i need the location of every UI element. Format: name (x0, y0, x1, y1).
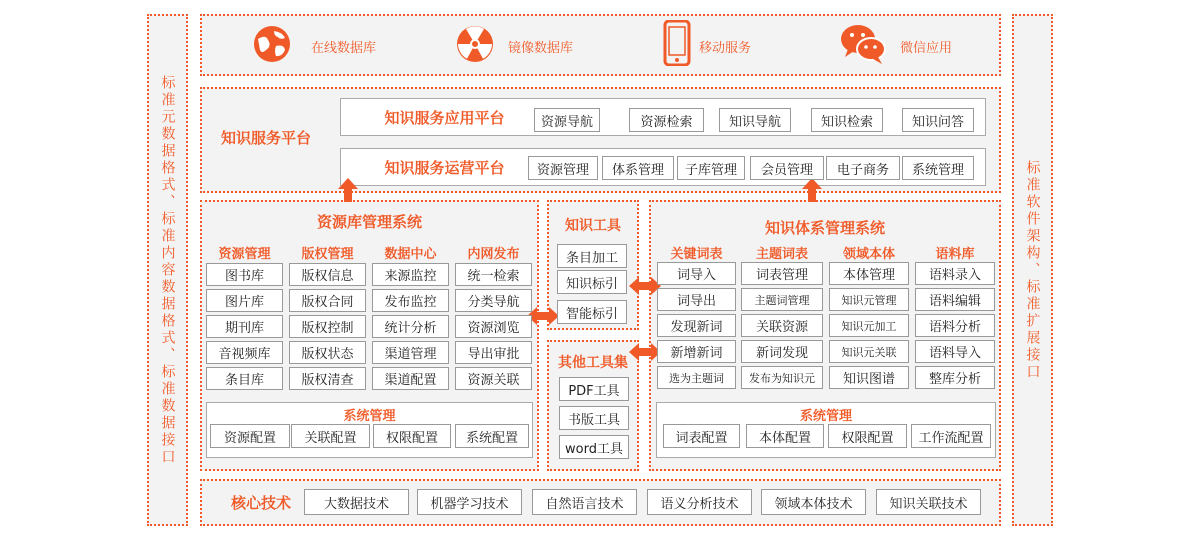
app-platform-item: 资源导航 (534, 108, 600, 132)
resource-item: 导出审批 (455, 341, 532, 364)
resource-item: 统计分析 (372, 315, 449, 338)
ops-platform-item: 电子商务 (826, 156, 900, 180)
app-platform-item: 知识导航 (719, 108, 791, 132)
resource-item: 图书库 (206, 263, 283, 286)
arrow-up-knowledge-to-platform (800, 176, 824, 204)
ops-platform-title: 知识服务运营平台 (384, 158, 505, 177)
resource-column-title: 数据中心 (384, 246, 437, 262)
core-tech-item: 机器学习技术 (417, 489, 522, 515)
other-tools-title: 其他工具集 (558, 355, 628, 371)
other-tools-item: word工具 (559, 435, 629, 459)
ops-platform-item: 资源管理 (528, 156, 598, 180)
core-title: 核心技术 (230, 493, 291, 512)
resource-column-title: 资源管理 (218, 246, 271, 262)
knowledge-item: 发布为知识元 (741, 366, 823, 389)
service-label-mirror: 镜像数据库 (508, 41, 574, 56)
knowledge-item: 选为主题词 (657, 366, 736, 389)
left-standards-text: 标准元数据格式、标准内容数据格式、标准数据接口 (159, 74, 176, 466)
service-label-mobile: 移动服务 (699, 41, 752, 56)
resource-item: 版权清查 (289, 367, 366, 390)
resource-sys-item: 关联配置 (291, 424, 370, 448)
resource-item: 资源浏览 (455, 315, 532, 338)
left-standards-panel (147, 14, 188, 526)
knowledge-item: 语料导入 (915, 340, 995, 363)
resource-column-title: 版权管理 (301, 246, 354, 262)
knowledge-item: 语料编辑 (915, 288, 995, 311)
other-tools-item: PDF工具 (559, 377, 629, 401)
mobile-phone-icon (663, 20, 691, 66)
tools-item: 知识标引 (557, 270, 627, 294)
core-tech-item: 语义分析技术 (647, 489, 752, 515)
knowledge-item: 词导入 (657, 262, 736, 285)
knowledge-sys-title: 系统管理 (799, 408, 852, 424)
ops-platform-item: 子库管理 (677, 156, 745, 180)
resource-item: 发布监控 (372, 289, 449, 312)
core-tech-item: 大数据技术 (304, 489, 409, 515)
knowledge-sys-item: 词表配置 (663, 424, 740, 448)
resource-item: 版权控制 (289, 315, 366, 338)
resource-sys-item: 系统配置 (455, 424, 529, 448)
resource-item: 渠道管理 (372, 341, 449, 364)
app-platform-item: 知识检索 (811, 108, 883, 132)
knowledge-item: 语料分析 (915, 314, 995, 337)
ops-platform-item: 体系管理 (602, 156, 674, 180)
resource-item: 音视频库 (206, 341, 283, 364)
knowledge-sys-item: 工作流配置 (911, 424, 991, 448)
app-platform-item: 知识问答 (902, 108, 974, 132)
service-label-wechat: 微信应用 (900, 41, 953, 56)
tools-item: 条目加工 (557, 244, 627, 268)
knowledge-item: 整库分析 (915, 366, 995, 389)
knowledge-column-title: 语料库 (935, 246, 975, 262)
core-tech-item: 领域本体技术 (761, 489, 866, 515)
knowledge-item: 知识元管理 (829, 288, 909, 311)
resource-item: 渠道配置 (372, 367, 449, 390)
knowledge-item: 关联资源 (741, 314, 823, 337)
knowledge-column-title: 关键词表 (670, 246, 723, 262)
knowledge-column-title: 领域本体 (842, 246, 895, 262)
resource-sys-item: 资源配置 (210, 424, 290, 448)
resource-item: 分类导航 (455, 289, 532, 312)
wechat-icon (840, 22, 886, 66)
resource-item: 版权合同 (289, 289, 366, 312)
resource-title: 资源库管理系统 (316, 212, 422, 231)
resource-item: 条目库 (206, 367, 283, 390)
knowledge-item: 本体管理 (829, 262, 909, 285)
knowledge-title: 知识体系管理系统 (764, 218, 885, 237)
right-standards-panel (1012, 14, 1053, 526)
resource-item: 版权信息 (289, 263, 366, 286)
knowledge-item: 知识元加工 (829, 314, 909, 337)
resource-item: 期刊库 (206, 315, 283, 338)
resource-column-title: 内网发布 (467, 246, 520, 262)
other-tools-item: 书版工具 (559, 406, 629, 430)
knowledge-item: 语料录入 (915, 262, 995, 285)
knowledge-item: 词导出 (657, 288, 736, 311)
knowledge-item: 词表管理 (741, 262, 823, 285)
knowledge-column-title: 主题词表 (755, 246, 808, 262)
service-label-online: 在线数据库 (311, 41, 377, 56)
knowledge-item: 新增新词 (657, 340, 736, 363)
tools-item: 智能标引 (557, 300, 627, 324)
knowledge-item: 新词发现 (741, 340, 823, 363)
right-standards-text: 标准软件架构、标准扩展接口 (1024, 159, 1041, 381)
resource-item: 资源关联 (455, 367, 532, 390)
radiation-icon (455, 24, 495, 64)
tools-title: 知识工具 (565, 218, 621, 234)
globe-icon (252, 24, 292, 64)
resource-sys-title: 系统管理 (343, 408, 396, 424)
core-tech-item: 知识关联技术 (876, 489, 981, 515)
app-platform-title: 知识服务应用平台 (384, 108, 505, 127)
knowledge-item: 知识元关联 (829, 340, 909, 363)
arrow-up-resource-to-platform (336, 176, 360, 204)
ops-platform-item: 会员管理 (750, 156, 824, 180)
resource-sys-item: 权限配置 (373, 424, 451, 448)
knowledge-sys-item: 本体配置 (746, 424, 824, 448)
app-platform-item: 资源检索 (629, 108, 704, 132)
knowledge-item: 主题词管理 (741, 288, 823, 311)
platform-title: 知识服务平台 (220, 128, 311, 147)
knowledge-item: 知识图谱 (829, 366, 909, 389)
resource-item: 图片库 (206, 289, 283, 312)
knowledge-item: 发现新词 (657, 314, 736, 337)
core-tech-item: 自然语言技术 (532, 489, 637, 515)
resource-item: 来源监控 (372, 263, 449, 286)
knowledge-sys-item: 权限配置 (828, 424, 907, 448)
resource-item: 统一检索 (455, 263, 532, 286)
resource-item: 版权状态 (289, 341, 366, 364)
ops-platform-item: 系统管理 (902, 156, 974, 180)
